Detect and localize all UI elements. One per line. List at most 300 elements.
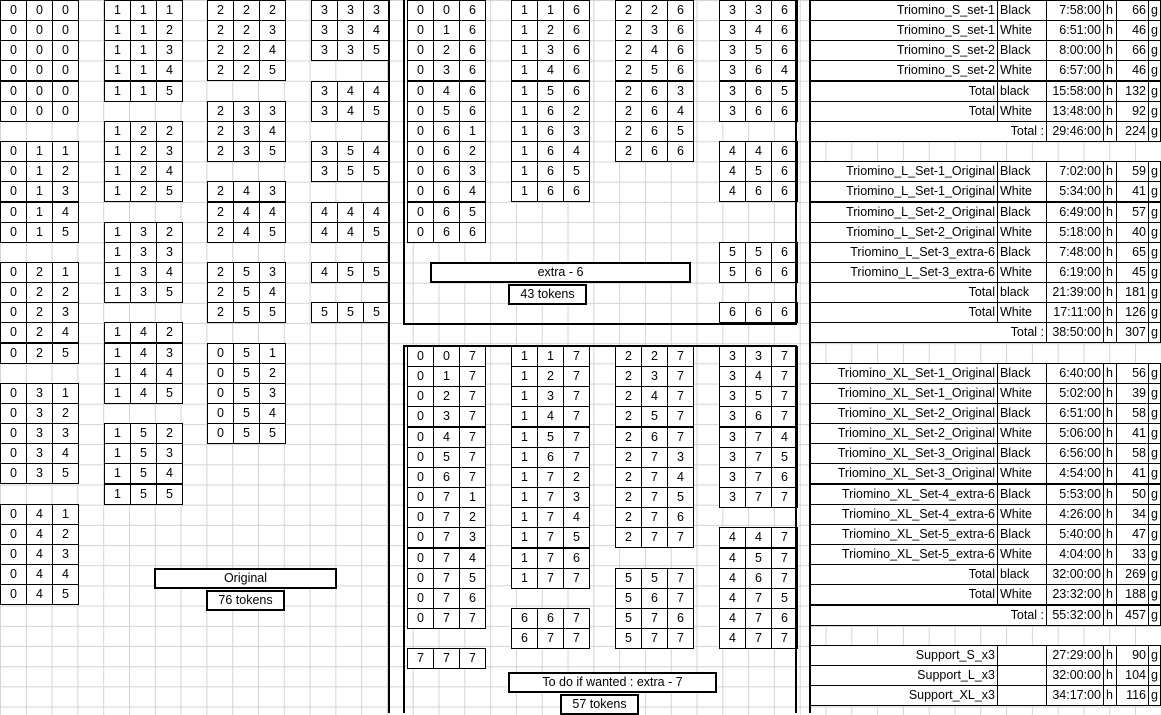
tile-value-cell[interactable]: 3 <box>156 141 183 162</box>
tile-value-cell[interactable]: 7 <box>433 487 460 508</box>
tile-value-cell[interactable]: 7 <box>745 628 772 649</box>
tile-value-cell[interactable]: 0 <box>407 101 434 122</box>
tile-value-cell[interactable]: 1 <box>511 487 538 508</box>
tile-value-cell[interactable]: 7 <box>563 427 590 448</box>
tile-value-cell[interactable]: 0 <box>0 524 27 545</box>
tile-value-cell[interactable]: 6 <box>667 0 694 21</box>
summary-cell-color[interactable]: Black <box>997 484 1047 505</box>
summary-cell-h[interactable]: h <box>1103 383 1117 404</box>
tile-value-cell[interactable]: 7 <box>563 386 590 407</box>
tile-value-cell[interactable]: 3 <box>26 463 53 484</box>
summary-cell-color[interactable]: Black <box>997 403 1047 424</box>
summary-cell-gu[interactable]: g <box>1148 81 1161 102</box>
tile-value-cell[interactable]: 4 <box>311 222 338 243</box>
summary-cell-time[interactable]: 4:54:00 <box>1046 463 1104 484</box>
tile-value-cell[interactable]: 5 <box>259 60 286 81</box>
summary-cell-h[interactable]: h <box>1103 484 1117 505</box>
tile-value-cell[interactable]: 2 <box>207 40 234 61</box>
tile-value-cell[interactable]: 4 <box>130 363 157 384</box>
tile-value-cell[interactable]: 2 <box>615 386 642 407</box>
tile-value-cell[interactable]: 4 <box>667 101 694 122</box>
tile-value-cell[interactable]: 7 <box>667 406 694 427</box>
tile-value-cell[interactable]: 1 <box>104 423 131 444</box>
summary-cell-name[interactable]: Triomino_XL_Set-2_Original <box>810 423 998 444</box>
summary-cell-h[interactable]: h <box>1103 202 1117 223</box>
tile-value-cell[interactable]: 5 <box>156 282 183 303</box>
summary-cell-time[interactable]: 6:19:00 <box>1046 262 1104 283</box>
summary-cell-g[interactable]: 47 <box>1116 524 1149 545</box>
tile-value-cell[interactable]: 5 <box>771 81 798 102</box>
summary-cell-time[interactable]: 6:40:00 <box>1046 363 1104 384</box>
summary-cell-gu[interactable]: g <box>1148 302 1161 323</box>
summary-cell-color[interactable]: Black <box>997 161 1047 182</box>
tile-value-cell[interactable]: 6 <box>433 181 460 202</box>
tile-value-cell[interactable]: 4 <box>537 60 564 81</box>
tile-value-cell[interactable]: 2 <box>615 406 642 427</box>
tile-value-cell[interactable]: 4 <box>719 628 746 649</box>
tile-value-cell[interactable]: 5 <box>233 282 260 303</box>
summary-cell-g[interactable]: 45 <box>1116 262 1149 283</box>
summary-cell-gu[interactable]: g <box>1148 20 1161 41</box>
tile-value-cell[interactable]: 2 <box>615 121 642 142</box>
tile-value-cell[interactable]: 4 <box>719 161 746 182</box>
tile-value-cell[interactable]: 2 <box>615 40 642 61</box>
tile-value-cell[interactable]: 2 <box>156 20 183 41</box>
summary-cell-gu[interactable]: g <box>1148 685 1161 706</box>
tile-value-cell[interactable]: 6 <box>433 222 460 243</box>
tile-value-cell[interactable]: 3 <box>719 386 746 407</box>
tile-value-cell[interactable]: 6 <box>433 141 460 162</box>
tile-value-cell[interactable]: 6 <box>537 608 564 629</box>
tile-value-cell[interactable]: 3 <box>311 161 338 182</box>
tile-value-cell[interactable]: 0 <box>407 161 434 182</box>
summary-cell-h[interactable]: h <box>1103 544 1117 565</box>
tile-value-cell[interactable]: 1 <box>511 527 538 548</box>
tile-value-cell[interactable]: 5 <box>233 383 260 404</box>
summary-cell-name[interactable]: Triomino_L_Set-1_Original <box>810 161 998 182</box>
tile-value-cell[interactable]: 5 <box>233 363 260 384</box>
summary-cell-color[interactable]: White <box>997 20 1047 41</box>
tile-value-cell[interactable]: 1 <box>104 121 131 142</box>
tile-value-cell[interactable]: 2 <box>459 507 486 528</box>
tile-value-cell[interactable]: 4 <box>719 548 746 569</box>
tile-value-cell[interactable]: 7 <box>433 588 460 609</box>
summary-cell-h[interactable]: h <box>1103 242 1117 263</box>
summary-cell-color[interactable]: White <box>997 423 1047 444</box>
summary-cell-time[interactable]: 17:11:00 <box>1046 302 1104 323</box>
summary-cell-time[interactable]: 29:46:00 <box>1046 121 1104 142</box>
summary-cell-g[interactable]: 269 <box>1116 564 1149 585</box>
tile-value-cell[interactable]: 0 <box>0 584 27 605</box>
tile-value-cell[interactable]: 5 <box>771 588 798 609</box>
tile-value-cell[interactable]: 4 <box>563 507 590 528</box>
summary-cell-h[interactable]: h <box>1103 222 1117 243</box>
tile-value-cell[interactable]: 7 <box>771 406 798 427</box>
summary-cell-g[interactable]: 40 <box>1116 222 1149 243</box>
tile-value-cell[interactable]: 3 <box>719 81 746 102</box>
tile-value-cell[interactable]: 5 <box>641 406 668 427</box>
tile-value-cell[interactable]: 6 <box>771 302 798 323</box>
tile-value-cell[interactable]: 0 <box>407 121 434 142</box>
tile-value-cell[interactable]: 0 <box>0 423 27 444</box>
tile-value-cell[interactable]: 4 <box>259 282 286 303</box>
tile-value-cell[interactable]: 0 <box>0 343 27 364</box>
tile-value-cell[interactable]: 7 <box>537 487 564 508</box>
tile-value-cell[interactable]: 0 <box>433 0 460 21</box>
tile-value-cell[interactable]: 3 <box>337 0 364 21</box>
summary-cell-h[interactable]: h <box>1103 423 1117 444</box>
summary-cell-name[interactable]: Triomino_XL_Set-4_extra-6 <box>810 484 998 505</box>
summary-cell-name[interactable]: Triomino_XL_Set-5_extra-6 <box>810 544 998 565</box>
tile-value-cell[interactable]: 7 <box>641 628 668 649</box>
tile-value-cell[interactable]: 0 <box>207 403 234 424</box>
summary-cell-name[interactable]: Total <box>810 81 998 102</box>
summary-cell-time[interactable]: 4:26:00 <box>1046 504 1104 525</box>
tile-value-cell[interactable]: 1 <box>459 487 486 508</box>
tile-value-cell[interactable]: 1 <box>104 141 131 162</box>
tile-value-cell[interactable]: 6 <box>563 60 590 81</box>
tile-value-cell[interactable]: 6 <box>537 141 564 162</box>
summary-cell-gu[interactable]: g <box>1148 101 1161 122</box>
tile-value-cell[interactable]: 0 <box>407 427 434 448</box>
tile-value-cell[interactable]: 5 <box>156 383 183 404</box>
tile-value-cell[interactable]: 2 <box>233 0 260 21</box>
summary-cell-h[interactable]: h <box>1103 60 1117 81</box>
tile-value-cell[interactable]: 7 <box>563 628 590 649</box>
tile-value-cell[interactable]: 1 <box>511 568 538 589</box>
tile-value-cell[interactable]: 2 <box>207 60 234 81</box>
tile-value-cell[interactable]: 7 <box>667 628 694 649</box>
tile-value-cell[interactable]: 1 <box>511 181 538 202</box>
tile-value-cell[interactable]: 4 <box>156 161 183 182</box>
tile-value-cell[interactable]: 3 <box>233 141 260 162</box>
tile-value-cell[interactable]: 5 <box>259 222 286 243</box>
summary-cell-name[interactable]: Triomino_S_set-2 <box>810 60 998 81</box>
tile-value-cell[interactable]: 6 <box>459 81 486 102</box>
tile-value-cell[interactable]: 2 <box>207 141 234 162</box>
tile-value-cell[interactable]: 1 <box>511 406 538 427</box>
tile-value-cell[interactable]: 0 <box>407 588 434 609</box>
tile-value-cell[interactable]: 0 <box>407 527 434 548</box>
tile-value-cell[interactable]: 3 <box>667 447 694 468</box>
tile-value-cell[interactable]: 1 <box>511 40 538 61</box>
tile-value-cell[interactable]: 4 <box>745 20 772 41</box>
tile-value-cell[interactable]: 4 <box>311 202 338 223</box>
summary-cell-color[interactable] <box>997 645 1047 666</box>
tile-value-cell[interactable]: 3 <box>52 423 79 444</box>
tile-value-cell[interactable]: 7 <box>459 467 486 488</box>
tile-value-cell[interactable]: 7 <box>459 346 486 367</box>
summary-cell-g[interactable]: 58 <box>1116 403 1149 424</box>
tile-value-cell[interactable]: 3 <box>52 302 79 323</box>
tile-value-cell[interactable]: 0 <box>52 101 79 122</box>
tile-value-cell[interactable]: 2 <box>615 141 642 162</box>
tile-value-cell[interactable]: 4 <box>363 81 390 102</box>
tile-value-cell[interactable]: 2 <box>156 322 183 343</box>
tile-value-cell[interactable]: 3 <box>563 487 590 508</box>
tile-value-cell[interactable]: 4 <box>259 121 286 142</box>
summary-cell-g[interactable]: 188 <box>1116 584 1149 605</box>
tile-value-cell[interactable]: 3 <box>130 262 157 283</box>
tile-value-cell[interactable]: 6 <box>459 222 486 243</box>
tile-value-cell[interactable]: 6 <box>771 20 798 41</box>
tile-value-cell[interactable]: 1 <box>26 222 53 243</box>
tile-value-cell[interactable]: 0 <box>0 443 27 464</box>
tile-value-cell[interactable]: 6 <box>511 608 538 629</box>
summary-cell-g[interactable]: 41 <box>1116 423 1149 444</box>
summary-cell-g[interactable]: 181 <box>1116 282 1149 303</box>
tile-value-cell[interactable]: 2 <box>615 20 642 41</box>
summary-cell-time[interactable]: 8:00:00 <box>1046 40 1104 61</box>
tile-value-cell[interactable]: 3 <box>363 0 390 21</box>
summary-cell-time[interactable]: 55:32:00 <box>1046 605 1104 626</box>
tile-value-cell[interactable]: 7 <box>537 467 564 488</box>
tile-value-cell[interactable]: 7 <box>745 427 772 448</box>
tile-value-cell[interactable]: 3 <box>459 527 486 548</box>
tile-value-cell[interactable]: 5 <box>52 222 79 243</box>
summary-cell-h[interactable]: h <box>1103 81 1117 102</box>
tile-value-cell[interactable]: 0 <box>0 181 27 202</box>
summary-cell-g[interactable]: 34 <box>1116 504 1149 525</box>
tile-value-cell[interactable]: 4 <box>337 101 364 122</box>
summary-cell-time[interactable]: 5:34:00 <box>1046 181 1104 202</box>
summary-cell-time[interactable]: 6:49:00 <box>1046 202 1104 223</box>
tile-value-cell[interactable]: 3 <box>311 141 338 162</box>
tile-value-cell[interactable]: 1 <box>130 0 157 21</box>
summary-cell-time[interactable]: 5:18:00 <box>1046 222 1104 243</box>
summary-cell-color[interactable] <box>997 665 1047 686</box>
tile-value-cell[interactable]: 0 <box>207 363 234 384</box>
tile-value-cell[interactable]: 4 <box>156 262 183 283</box>
tile-value-cell[interactable]: 0 <box>0 202 27 223</box>
tile-value-cell[interactable]: 7 <box>667 427 694 448</box>
tile-value-cell[interactable]: 5 <box>363 302 390 323</box>
tile-value-cell[interactable]: 7 <box>641 507 668 528</box>
tile-value-cell[interactable]: 6 <box>511 628 538 649</box>
tile-value-cell[interactable]: 1 <box>104 40 131 61</box>
tile-value-cell[interactable]: 2 <box>615 487 642 508</box>
summary-cell-gu[interactable]: g <box>1148 383 1161 404</box>
tile-value-cell[interactable]: 7 <box>537 548 564 569</box>
summary-cell-gu[interactable]: g <box>1148 363 1161 384</box>
tile-value-cell[interactable]: 2 <box>207 282 234 303</box>
summary-cell-gu[interactable]: g <box>1148 181 1161 202</box>
summary-cell-h[interactable]: h <box>1103 524 1117 545</box>
summary-cell-gu[interactable]: g <box>1148 121 1161 142</box>
tile-value-cell[interactable]: 4 <box>26 524 53 545</box>
tile-value-cell[interactable]: 4 <box>52 564 79 585</box>
tile-value-cell[interactable]: 6 <box>433 467 460 488</box>
summary-cell-h[interactable]: h <box>1103 504 1117 525</box>
tile-value-cell[interactable]: 0 <box>0 222 27 243</box>
summary-cell-color[interactable]: White <box>997 101 1047 122</box>
tile-value-cell[interactable]: 2 <box>615 527 642 548</box>
tile-value-cell[interactable]: 0 <box>0 504 27 525</box>
tile-value-cell[interactable]: 6 <box>667 40 694 61</box>
summary-cell-gu[interactable]: g <box>1148 222 1161 243</box>
tile-value-cell[interactable]: 5 <box>233 262 260 283</box>
tile-value-cell[interactable]: 6 <box>537 121 564 142</box>
tile-value-cell[interactable]: 5 <box>537 427 564 448</box>
tile-value-cell[interactable]: 7 <box>433 568 460 589</box>
tile-value-cell[interactable]: 3 <box>719 40 746 61</box>
tile-value-cell[interactable]: 2 <box>615 467 642 488</box>
summary-cell-color[interactable]: Black <box>997 443 1047 464</box>
tile-value-cell[interactable]: 7 <box>563 568 590 589</box>
tile-value-cell[interactable]: 3 <box>26 423 53 444</box>
tile-value-cell[interactable]: 5 <box>745 386 772 407</box>
tile-value-cell[interactable]: 7 <box>641 467 668 488</box>
tile-value-cell[interactable]: 6 <box>563 181 590 202</box>
tile-value-cell[interactable]: 1 <box>511 121 538 142</box>
tile-value-cell[interactable]: 3 <box>641 20 668 41</box>
tile-value-cell[interactable]: 6 <box>641 427 668 448</box>
tile-value-cell[interactable]: 2 <box>207 202 234 223</box>
tile-value-cell[interactable]: 0 <box>0 282 27 303</box>
tile-value-cell[interactable]: 3 <box>233 101 260 122</box>
tile-value-cell[interactable]: 2 <box>259 363 286 384</box>
tile-value-cell[interactable]: 6 <box>459 0 486 21</box>
tile-value-cell[interactable]: 4 <box>52 202 79 223</box>
summary-cell-time[interactable]: 5:53:00 <box>1046 484 1104 505</box>
tile-value-cell[interactable]: 6 <box>641 588 668 609</box>
tile-value-cell[interactable]: 6 <box>771 181 798 202</box>
summary-cell-gu[interactable]: g <box>1148 665 1161 686</box>
tile-value-cell[interactable]: 1 <box>104 363 131 384</box>
tile-value-cell[interactable]: 1 <box>104 343 131 364</box>
tile-value-cell[interactable]: 0 <box>407 507 434 528</box>
tile-value-cell[interactable]: 0 <box>0 544 27 565</box>
summary-cell-h[interactable]: h <box>1103 645 1117 666</box>
tile-value-cell[interactable]: 2 <box>615 447 642 468</box>
tile-value-cell[interactable]: 5 <box>259 302 286 323</box>
summary-cell-name[interactable]: Triomino_S_set-1 <box>810 20 998 41</box>
tile-value-cell[interactable]: 0 <box>0 101 27 122</box>
summary-cell-time[interactable]: 4:04:00 <box>1046 544 1104 565</box>
tile-value-cell[interactable]: 6 <box>771 467 798 488</box>
summary-cell-time[interactable]: 23:32:00 <box>1046 584 1104 605</box>
tile-value-cell[interactable]: 0 <box>407 202 434 223</box>
tile-value-cell[interactable]: 5 <box>745 548 772 569</box>
tile-value-cell[interactable]: 3 <box>259 181 286 202</box>
tile-value-cell[interactable]: 6 <box>563 548 590 569</box>
tile-value-cell[interactable]: 5 <box>459 202 486 223</box>
tile-value-cell[interactable]: 7 <box>563 346 590 367</box>
tile-value-cell[interactable]: 0 <box>0 141 27 162</box>
tile-value-cell[interactable]: 5 <box>337 302 364 323</box>
tile-value-cell[interactable]: 5 <box>563 161 590 182</box>
tile-value-cell[interactable]: 1 <box>104 282 131 303</box>
tile-value-cell[interactable]: 5 <box>337 141 364 162</box>
summary-cell-gu[interactable]: g <box>1148 544 1161 565</box>
summary-cell-name[interactable]: Triomino_S_set-2 <box>810 40 998 61</box>
summary-cell-time[interactable]: 32:00:00 <box>1046 564 1104 585</box>
tile-value-cell[interactable]: 7 <box>667 346 694 367</box>
tile-value-cell[interactable]: 0 <box>0 20 27 41</box>
summary-cell-name[interactable]: Triomino_S_set-1 <box>810 0 998 21</box>
tile-value-cell[interactable]: 3 <box>563 121 590 142</box>
tile-value-cell[interactable]: 2 <box>641 0 668 21</box>
tile-value-cell[interactable]: 1 <box>104 0 131 21</box>
tile-value-cell[interactable]: 4 <box>719 568 746 589</box>
tile-value-cell[interactable]: 4 <box>311 262 338 283</box>
tile-value-cell[interactable]: 5 <box>233 302 260 323</box>
summary-cell-h[interactable]: h <box>1103 20 1117 41</box>
tile-value-cell[interactable]: 3 <box>26 443 53 464</box>
summary-cell-h[interactable]: h <box>1103 282 1117 303</box>
summary-cell-g[interactable]: 41 <box>1116 463 1149 484</box>
summary-cell-g[interactable]: 126 <box>1116 302 1149 323</box>
tile-value-cell[interactable]: 1 <box>52 504 79 525</box>
tile-value-cell[interactable]: 1 <box>511 0 538 21</box>
tile-value-cell[interactable]: 0 <box>0 403 27 424</box>
tile-value-cell[interactable]: 2 <box>156 423 183 444</box>
tile-value-cell[interactable]: 0 <box>0 302 27 323</box>
tile-value-cell[interactable]: 3 <box>719 427 746 448</box>
tile-value-cell[interactable]: 5 <box>52 463 79 484</box>
tile-value-cell[interactable]: 7 <box>459 648 486 669</box>
tile-value-cell[interactable]: 4 <box>667 467 694 488</box>
summary-cell-color[interactable]: White <box>997 504 1047 525</box>
tile-value-cell[interactable]: 0 <box>0 161 27 182</box>
summary-cell-g[interactable]: 66 <box>1116 0 1149 21</box>
tile-value-cell[interactable]: 4 <box>433 81 460 102</box>
summary-cell-g[interactable]: 41 <box>1116 181 1149 202</box>
tile-value-cell[interactable]: 7 <box>667 366 694 387</box>
tile-value-cell[interactable]: 6 <box>563 40 590 61</box>
tile-value-cell[interactable]: 3 <box>719 0 746 21</box>
tile-value-cell[interactable]: 0 <box>0 60 27 81</box>
tile-value-cell[interactable]: 2 <box>207 222 234 243</box>
tile-value-cell[interactable]: 4 <box>259 403 286 424</box>
tile-value-cell[interactable]: 2 <box>207 181 234 202</box>
tile-value-cell[interactable]: 7 <box>459 608 486 629</box>
tile-value-cell[interactable]: 2 <box>26 282 53 303</box>
tile-value-cell[interactable]: 4 <box>337 81 364 102</box>
tile-value-cell[interactable]: 7 <box>433 507 460 528</box>
tile-value-cell[interactable]: 1 <box>52 383 79 404</box>
summary-cell-g[interactable]: 46 <box>1116 60 1149 81</box>
tile-value-cell[interactable]: 7 <box>641 487 668 508</box>
summary-cell-name[interactable]: Triomino_XL_Set-5_extra-6 <box>810 524 998 545</box>
tile-value-cell[interactable]: 2 <box>130 141 157 162</box>
summary-cell-time[interactable]: 32:00:00 <box>1046 665 1104 686</box>
summary-cell-h[interactable]: h <box>1103 0 1117 21</box>
tile-value-cell[interactable]: 6 <box>745 60 772 81</box>
tile-value-cell[interactable]: 7 <box>641 527 668 548</box>
tile-value-cell[interactable]: 5 <box>130 484 157 505</box>
summary-cell-name[interactable]: Total <box>810 584 998 605</box>
summary-cell-name[interactable]: Triomino_XL_Set-2_Original <box>810 403 998 424</box>
tile-value-cell[interactable]: 5 <box>156 181 183 202</box>
tile-value-cell[interactable]: 5 <box>363 101 390 122</box>
tile-value-cell[interactable]: 2 <box>615 507 642 528</box>
summary-cell-gu[interactable]: g <box>1148 423 1161 444</box>
tile-value-cell[interactable]: 4 <box>156 363 183 384</box>
tile-value-cell[interactable]: 0 <box>407 181 434 202</box>
summary-cell-gu[interactable]: g <box>1148 282 1161 303</box>
tile-value-cell[interactable]: 1 <box>26 202 53 223</box>
summary-cell-h[interactable]: h <box>1103 463 1117 484</box>
summary-cell-gu[interactable]: g <box>1148 584 1161 605</box>
tile-value-cell[interactable]: 5 <box>337 161 364 182</box>
tile-value-cell[interactable]: 5 <box>433 101 460 122</box>
tile-value-cell[interactable]: 7 <box>433 527 460 548</box>
tile-value-cell[interactable]: 1 <box>52 141 79 162</box>
tile-value-cell[interactable]: 4 <box>156 463 183 484</box>
tile-value-cell[interactable]: 1 <box>104 383 131 404</box>
tile-value-cell[interactable]: 6 <box>667 507 694 528</box>
